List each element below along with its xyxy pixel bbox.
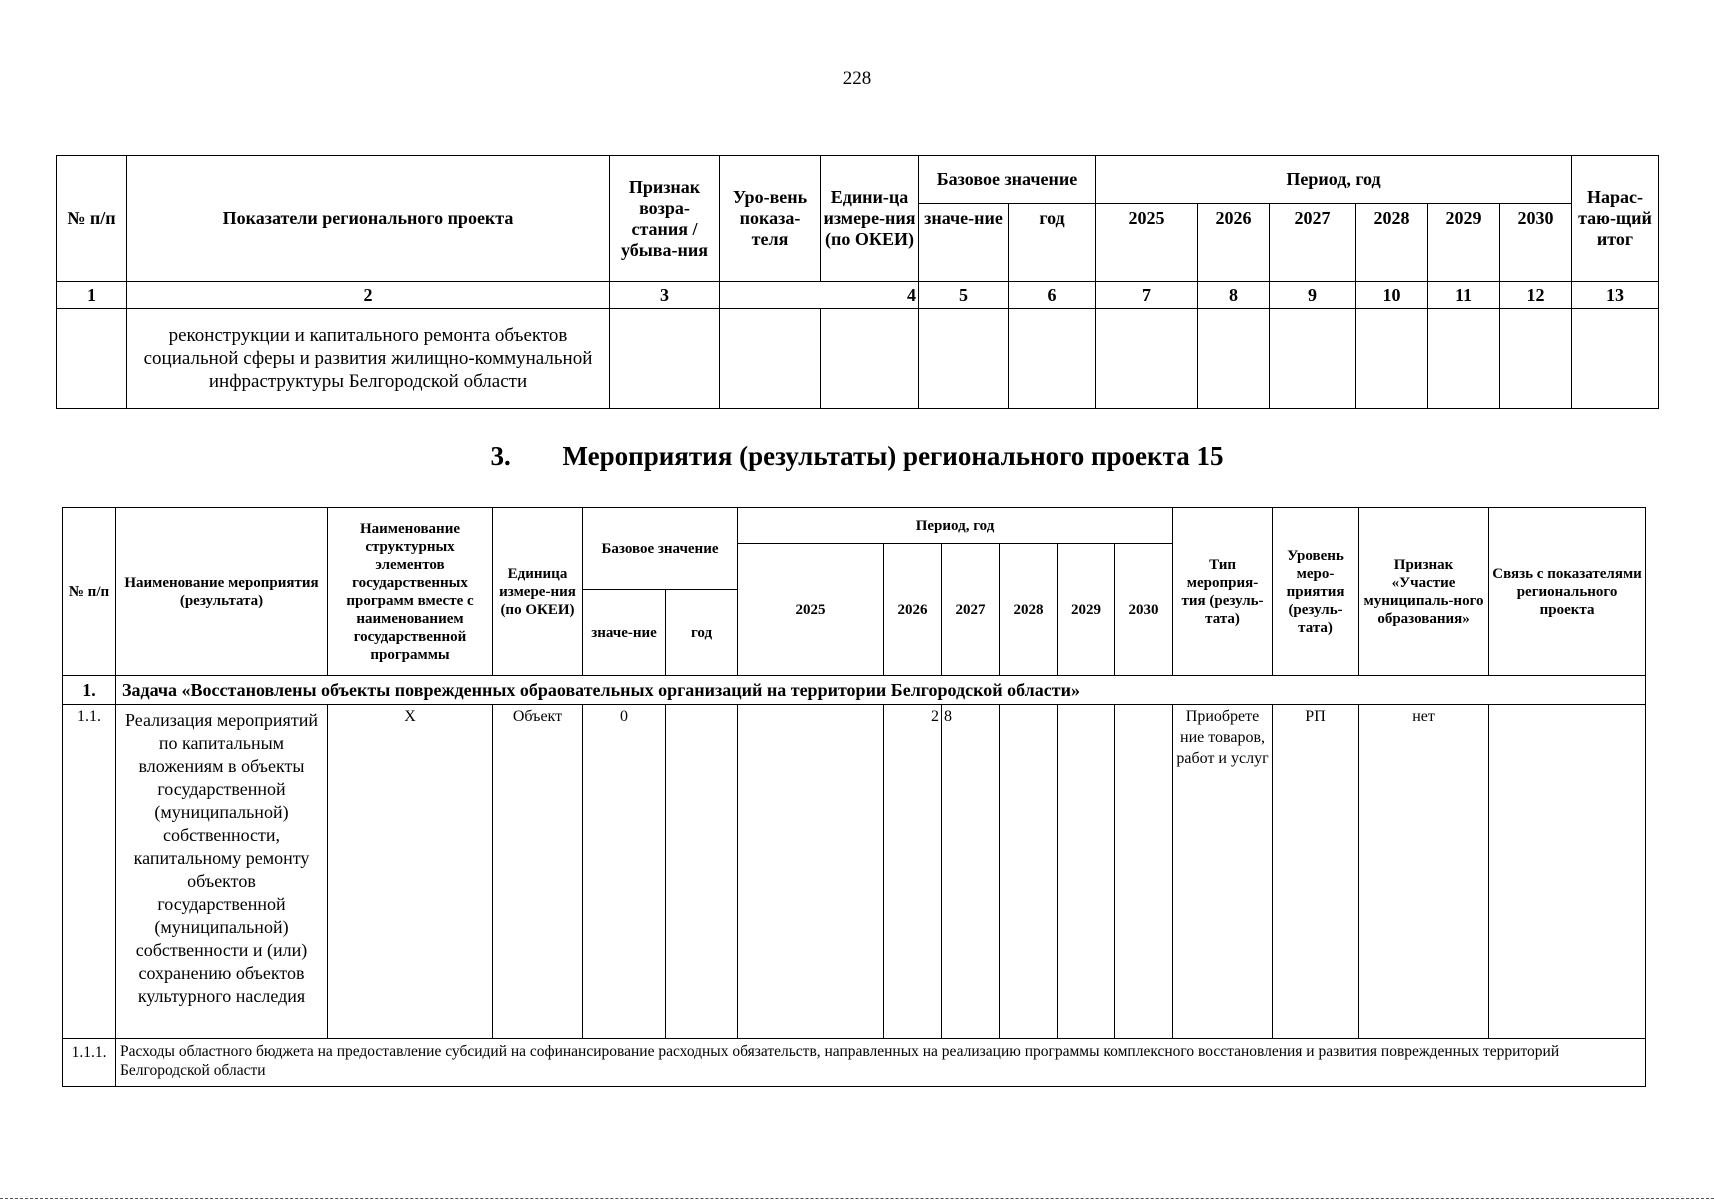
table-row (63, 705, 1646, 1039)
measure-name: Реализация мероприятий по капитальным вложениям в объекты государственной (муниципальной) собственности, капитальному ремонту объектов государственной (муниципальной) собственности и (или) сохранению объектов культурного наследия (116, 705, 328, 1039)
header-base-value: значе-ние (919, 204, 1009, 282)
col-number: 13 (1572, 282, 1659, 309)
header-year-2027: 2027 (942, 544, 1000, 676)
regional-indicators-table (56, 155, 1659, 409)
column-number-row (57, 282, 1659, 309)
header-level: Уровень меро-приятия (резуль-тата) (1273, 508, 1359, 676)
section-title (0, 441, 1714, 472)
regional-measures-table (62, 507, 1646, 1087)
header-period: Период, год (1096, 156, 1572, 204)
indicator-text: реконструкции и капитального ремонта объектов социальной сферы и развития жилищно-коммунальной инфраструктуры Белгородской области (127, 309, 610, 409)
header-base-year: год (666, 590, 738, 676)
value-2026: 2 (884, 705, 942, 1039)
col-number: 11 (1428, 282, 1500, 309)
expense-row (63, 1039, 1646, 1087)
col-number: 10 (1356, 282, 1428, 309)
header-municipal: Признак «Участие муниципаль-ного образования» (1359, 508, 1489, 676)
cell-empty (1428, 309, 1500, 409)
header-type: Тип мероприя-тия (резуль-тата) (1173, 508, 1273, 676)
cell-empty (1356, 309, 1428, 409)
col-number: 6 (1009, 282, 1096, 309)
cell-empty (720, 309, 821, 409)
value-2025 (738, 705, 884, 1039)
indicator-link (1489, 705, 1646, 1039)
structural-element: Х (328, 705, 493, 1039)
header-year-2025: 2025 (738, 544, 884, 676)
header-period: Период, год (738, 508, 1173, 544)
header-structural: Наименование структурных элементов государственных программ вместе с наименованием государственной программы (328, 508, 493, 676)
cell-empty (1270, 309, 1356, 409)
measure-type: Приобрете ние товаров, работ и услуг (1173, 705, 1273, 1039)
header-year-2025: 2025 (1096, 204, 1198, 282)
header-unit: Едини-ца измере-ния (по ОКЕИ) (821, 156, 919, 282)
measure-level: РП (1273, 705, 1359, 1039)
cell-empty (1009, 309, 1096, 409)
col-number: 8 (1198, 282, 1270, 309)
row-num: 1.1. (63, 705, 116, 1039)
col-number: 12 (1500, 282, 1572, 309)
section-title-text: Мероприятия (результаты) регионального проекта 15 (562, 441, 1224, 471)
expense-text: Расходы областного бюджета на предоставление субсидий на софинансирование расходных обязательств, направленных на реализацию программы комплексного восстановления и развития поврежденных территорий Белгородской области (116, 1039, 1646, 1087)
value-2029 (1058, 705, 1115, 1039)
header-cumulative: Нарас-таю-щий итог (1572, 156, 1659, 282)
col-number: 4 (720, 282, 919, 309)
base-value: 0 (583, 705, 666, 1039)
header-year-2029: 2029 (1058, 544, 1115, 676)
cell-empty (57, 309, 127, 409)
header-base: Базовое значение (583, 508, 738, 590)
col-number: 5 (919, 282, 1009, 309)
header-link: Связь с показателями регионального проекта (1489, 508, 1646, 676)
col-number: 3 (610, 282, 720, 309)
cell-empty (1500, 309, 1572, 409)
header-indicator: Показатели регионального проекта (127, 156, 610, 282)
header-unit: Единица измере-ния (по ОКЕИ) (493, 508, 583, 676)
cell-empty (610, 309, 720, 409)
col-number: 1 (57, 282, 127, 309)
header-year-2030: 2030 (1115, 544, 1173, 676)
unit-value: Объект (493, 705, 583, 1039)
task-text: Задача «Восстановлены объекты поврежденных обраовательных организаций на территории Белгородской области» (116, 676, 1646, 705)
base-year (666, 705, 738, 1039)
header-num: № п/п (63, 508, 116, 676)
table-row (57, 309, 1659, 409)
header-year-2030: 2030 (1500, 204, 1572, 282)
header-level: Уро-вень показа-теля (720, 156, 821, 282)
header-base: Базовое значение (919, 156, 1096, 204)
header-base-year: год (1009, 204, 1096, 282)
cell-empty (1198, 309, 1270, 409)
expense-num: 1.1.1. (63, 1039, 116, 1087)
col-number: 9 (1270, 282, 1356, 309)
municipal-sign: нет (1359, 705, 1489, 1039)
section-number: 3. (490, 441, 511, 471)
header-year-2029: 2029 (1428, 204, 1500, 282)
header-year-2028: 2028 (1356, 204, 1428, 282)
value-2027: 8 (942, 705, 1000, 1039)
col-number: 2 (127, 282, 610, 309)
header-sign: Признак возра-стания / убыва-ния (610, 156, 720, 282)
value-2030 (1115, 705, 1173, 1039)
header-year-2027: 2027 (1270, 204, 1356, 282)
header-year-2026: 2026 (1198, 204, 1270, 282)
cell-empty (1096, 309, 1198, 409)
col-number: 7 (1096, 282, 1198, 309)
header-base-value: значе-ние (583, 590, 666, 676)
header-name: Наименование мероприятия (результата) (116, 508, 328, 676)
header-year-2026: 2026 (884, 544, 942, 676)
task-num: 1. (63, 676, 116, 705)
cell-empty (821, 309, 919, 409)
header-year-2028: 2028 (1000, 544, 1058, 676)
cell-empty (1572, 309, 1659, 409)
page-number: 228 (842, 68, 872, 89)
value-2028 (1000, 705, 1058, 1039)
task-row (63, 676, 1646, 705)
cell-empty (919, 309, 1009, 409)
header-num: № п/п (57, 156, 127, 282)
